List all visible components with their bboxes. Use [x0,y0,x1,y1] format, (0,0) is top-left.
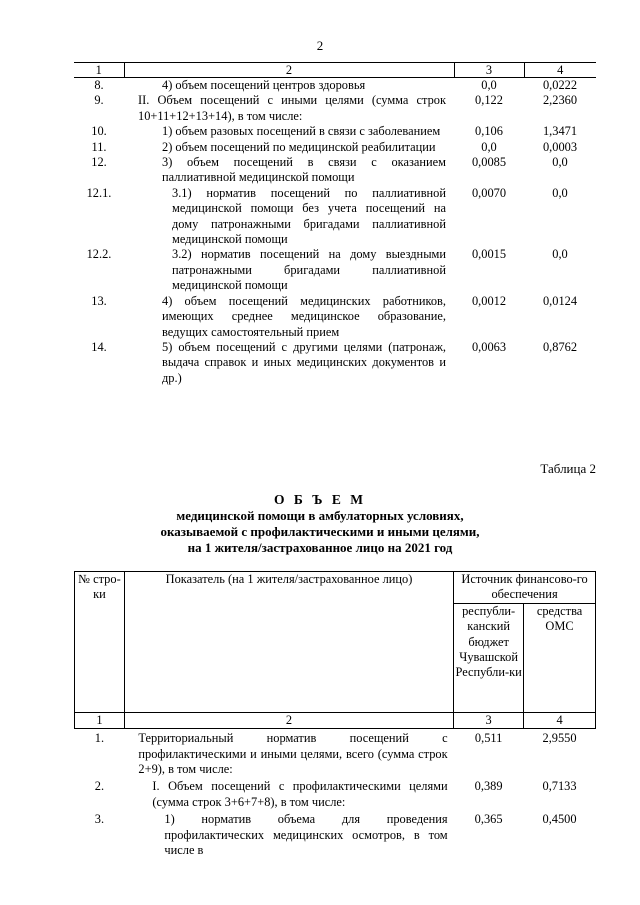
table-row [74,186,596,248]
table-row [74,294,596,340]
column-number-row [75,712,596,728]
row-oms-value: 2,2360 [542,93,578,108]
row-number: 1. [94,731,105,746]
row-indicator: I. Объем посещений с профилактическими целями (сумма строк 3+6+7+8), в том числе: [152,779,448,809]
row-indicator: Территориальный норматив посещений с профилактическими и иными целями, всего (сумма строк 2+9), в том числе: [138,731,448,777]
row-indicator: 2) объем посещений по медицинской реабилитации [162,139,436,154]
col-number-2: 2 [124,712,453,728]
row-number: 8. [94,78,104,92]
table-row [74,140,596,155]
row-number: 12.2. [86,247,112,262]
row-budget-value: 0,122 [475,93,503,108]
title-line-1: О Б Ъ Е М [273,492,366,507]
table-row [75,810,596,858]
title-line-4: на 1 жителя/застрахованное лицо на 2021 год [187,540,453,555]
row-indicator: 4) объем посещений центров здоровья [162,78,366,92]
row-budget-value: 0,0012 [471,293,507,308]
row-indicator: II. Объем посещений с иными целями (сумма строк 10+11+12+13+14), в том числе: [138,93,446,123]
row-oms-value: 0,8762 [542,339,578,354]
row-budget-value: 0,0015 [471,247,507,262]
row-budget-value: 0,0085 [471,155,507,170]
header-republic-budget: республи-канский бюджет Чувашской Республи-ки [454,603,524,712]
table-row [74,93,596,124]
row-indicator: 3) объем посещений в связи с оказанием паллиативной медицинской помощи [162,155,446,185]
row-number: 12.1. [86,185,112,200]
row-budget-value: 0,0070 [471,185,507,200]
title-line-3: оказываемой с профилактическими и иными целями, [160,524,480,539]
row-indicator: 1) норматив объема для проведения профилактических медицинских осмотров, в том числе в [164,812,448,858]
row-budget-value: 0,389 [474,779,503,794]
col-number-3: 3 [454,63,524,78]
row-number: 10. [91,124,107,139]
row-number: 11. [91,139,107,154]
row-number: 2. [94,779,105,794]
row-indicator: 1) объем разовых посещений в связи с заболеванием [162,124,441,139]
header-row-number: № стро-ки [75,572,125,713]
table-row [75,729,596,778]
row-oms-value: 0,0 [552,155,568,170]
title-line-2: медицинской помощи в амбулаторных условиях, [176,508,464,523]
page-number: 2 [316,38,324,53]
row-oms-value: 2,9550 [542,731,577,746]
column-number-row [74,63,596,78]
row-number: 12. [91,155,107,170]
col-number-1: 1 [74,63,124,78]
header-funding-source: Источник финансово-го обеспечения [454,572,596,604]
col-number-4: 4 [524,712,596,728]
row-oms-value: 0,4500 [542,812,577,827]
row-budget-value: 0,0063 [471,339,507,354]
table-row [74,78,596,94]
table-row [74,247,596,293]
row-indicator: 5) объем посещений с другими целями (патронаж, выдача справок и иных медицинских документов и др.) [162,339,446,385]
row-budget-value: 0,511 [474,731,503,746]
col-number-2: 2 [124,63,454,78]
row-indicator: 4) объем посещений медицинских работников, имеющих среднее медицинское образование, ведущих самостоятельный прием [162,293,446,339]
header-oms-funds: средства ОМС [524,603,596,712]
row-oms-value: 0,0003 [542,139,578,154]
row-indicator: 3.2) норматив посещений на дому выездными патронажными бригадами паллиативной медицинской помощи [172,247,446,293]
col-number-3: 3 [454,712,524,728]
row-oms-value: 0,0222 [542,78,578,92]
table-row [74,155,596,186]
table-caption: Таблица 2 [540,461,596,476]
row-number: 3. [94,812,105,827]
row-budget-value: 0,365 [474,812,503,827]
col-number-1: 1 [75,712,125,728]
row-oms-value: 0,0 [552,247,568,262]
volume-table [74,571,596,858]
header-indicator: Показатель (на 1 жителя/застрахованное лицо) [124,572,453,713]
row-oms-value: 0,7133 [542,779,577,794]
col-number-4: 4 [524,63,596,78]
table-header-row [75,572,596,604]
row-budget-value: 0,0 [481,78,497,92]
row-oms-value: 1,3471 [542,124,578,139]
continuation-table [74,62,596,386]
row-number: 9. [94,93,104,108]
row-number: 13. [91,293,107,308]
table-row [74,124,596,139]
table-row [75,777,596,810]
row-oms-value: 0,0124 [542,293,578,308]
row-number: 14. [91,339,107,354]
row-oms-value: 0,0 [552,185,568,200]
row-budget-value: 0,106 [475,124,503,139]
table-row [74,340,596,386]
row-budget-value: 0,0 [481,139,497,154]
table-title [0,492,640,556]
row-indicator: 3.1) норматив посещений по паллиативной медицинской помощи без учета посещений на дому патронажными бригадами паллиативной медицинской помощи [172,185,446,247]
